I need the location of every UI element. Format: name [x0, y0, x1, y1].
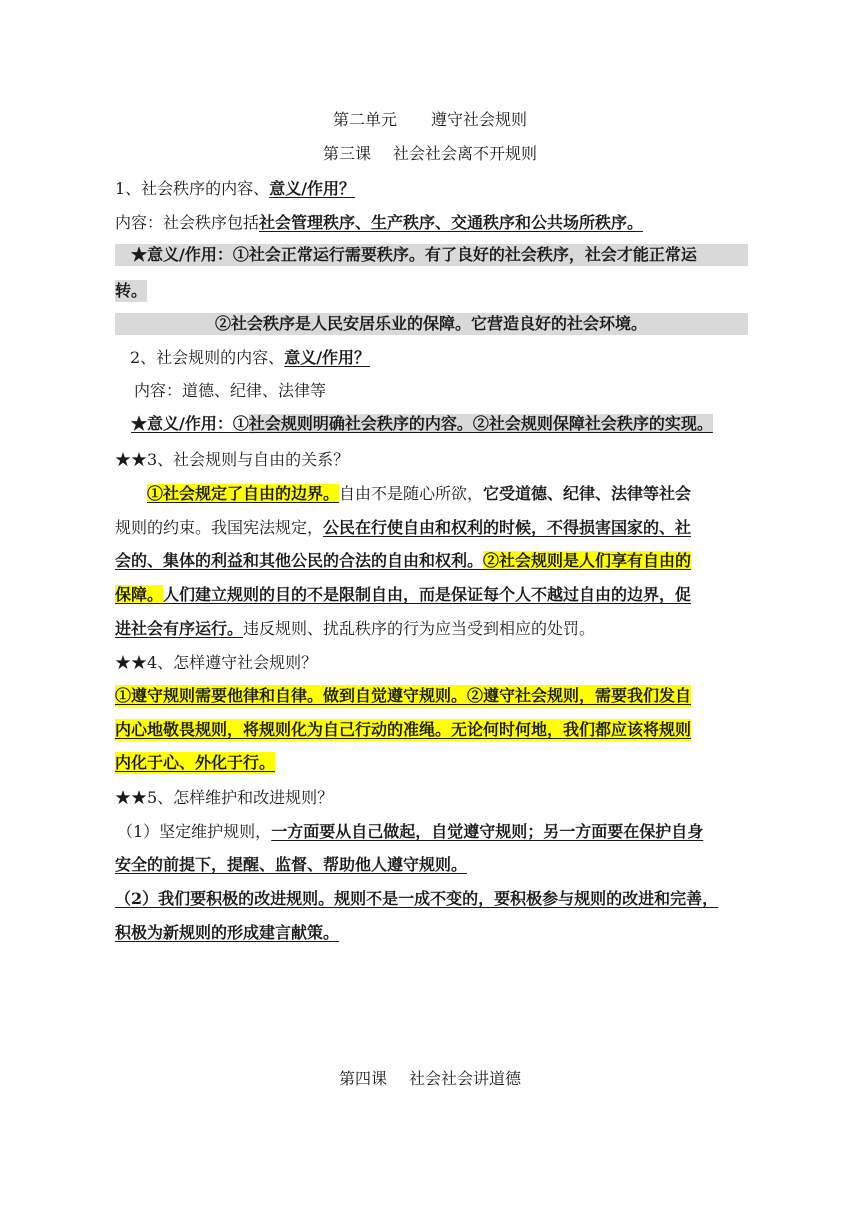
q1-significance-wrap: 转。: [115, 281, 148, 300]
q1-significance-1: ★意义/作用：①社会正常运行需要秩序。有了良好的社会秩序，社会才能正常运: [115, 244, 748, 266]
lesson4-subtitle: 社会社会讲道德: [409, 1069, 522, 1088]
lesson3-subtitle: 社会社会离不开规则: [393, 144, 538, 163]
q4-line-3: 内化于心、外化于行。: [115, 753, 276, 772]
lesson3-title: 第三课: [322, 144, 371, 163]
q5-point-1: （1）坚定维护规则，一方面要从自己做起，自觉遵守规则；另一方面要在保护自身: [117, 822, 704, 841]
q3-line-1: ①社会规定了自由的边界。自由不是随心所欲，它受道德、纪律、法律等社会: [147, 484, 692, 503]
q5-point-1-cont: 安全的前提下，提醒、监督、帮助他人遵守规则。: [115, 855, 468, 874]
q4-line-1: ①遵守规则需要他律和自律。做到自觉遵守规则。②遵守社会规则，需要我们发自: [115, 686, 692, 705]
q3-line-2: 规则的约束。我国宪法规定，公民在行使自由和权利的时候，不得损害国家的、社: [115, 518, 692, 537]
q5-point-2-cont: 积极为新规则的形成建言献策。: [115, 923, 340, 942]
q1-significance-2: ②社会秩序是人民安居乐业的保障。它营造良好的社会环境。: [115, 313, 748, 335]
unit-heading: [0, 109, 860, 131]
q4-line-2: 内心地敬畏规则，将规则化为自己行动的准绳。无论何时何地，我们都应该将规则: [115, 720, 692, 739]
q2-content: 内容：道德、纪律、法律等: [134, 381, 327, 400]
q2-significance: ★意义/作用：①社会规则明确社会秩序的内容。②社会规则保障社会秩序的实现。: [131, 414, 713, 433]
q5-title: ★★5、怎样维护和改进规则？: [115, 788, 334, 807]
q3-line-5: 进社会有序运行。违反规则、扰乱秩序的行为应当受到相应的处罚。: [115, 619, 596, 638]
q1-title: 1、社会秩序的内容、意义/作用？: [115, 179, 356, 198]
q3-line-3: 会的、集体的利益和其他公民的合法的自由和权利。②社会规则是人们享有自由的: [115, 551, 692, 570]
unit-subtitle: 遵守社会规则: [431, 110, 528, 129]
q1-content: 内容：社会秩序包括社会管理秩序、生产秩序、交通秩序和公共场所秩序。: [115, 213, 644, 232]
q4-title: ★★4、怎样遵守社会规则？: [115, 653, 318, 672]
q3-line-4: 保障。人们建立规则的目的不是限制自由，而是保证每个人不越过自由的边界，促: [115, 585, 692, 604]
lesson3-heading: [0, 143, 860, 165]
unit-title: 第二单元: [332, 110, 397, 129]
q3-title: ★★3、社会规则与自由的关系？: [115, 450, 350, 469]
q2-title: 2、社会规则的内容、意义/作用？: [130, 348, 371, 367]
lesson4-title: 第四课: [338, 1069, 387, 1088]
q5-point-2: （2）我们要积极的改进规则。规则不是一成不变的，要积极参与规则的改进和完善，: [115, 889, 719, 908]
lesson4-heading: [0, 1068, 860, 1090]
